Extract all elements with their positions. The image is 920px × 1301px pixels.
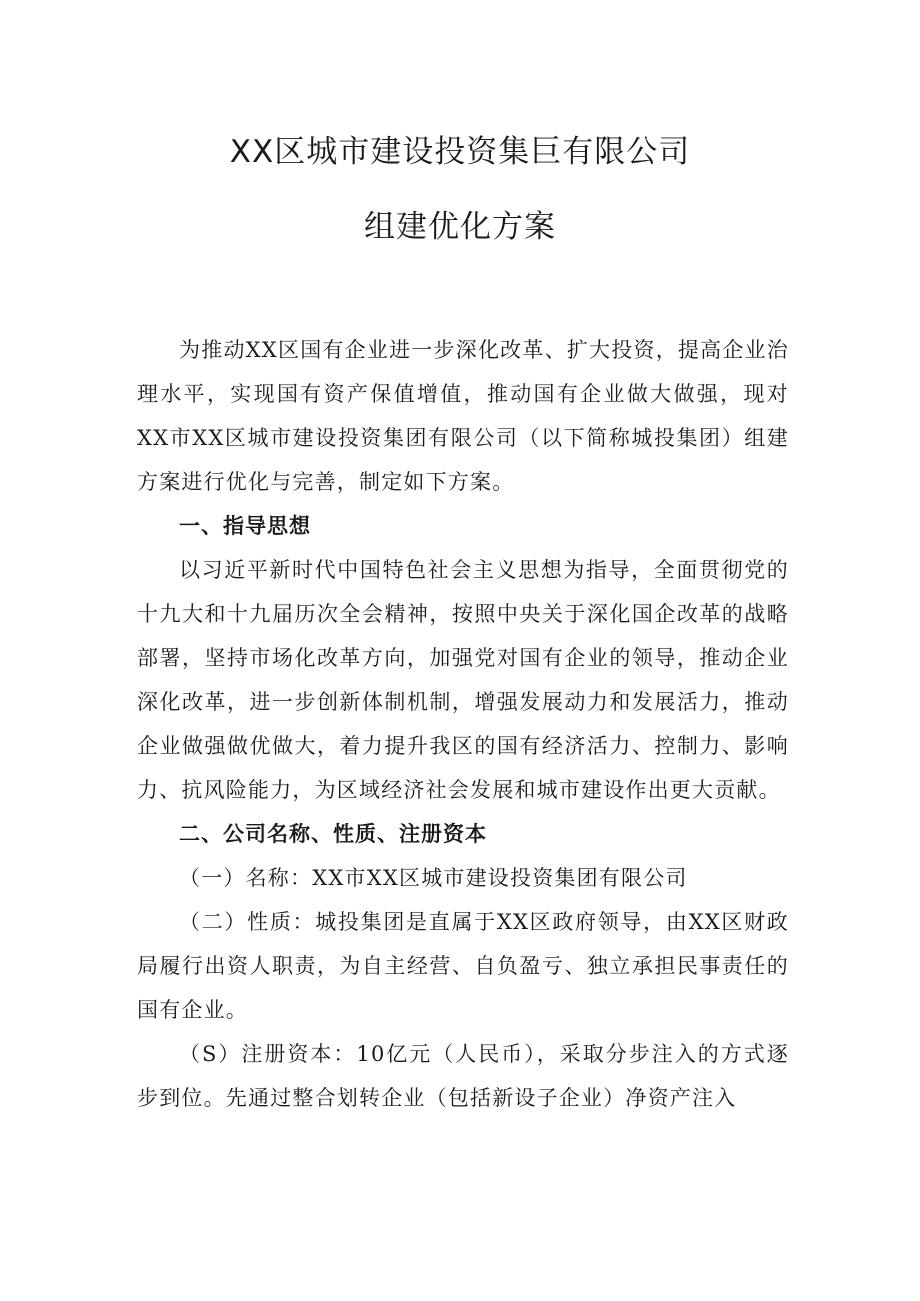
document-subtitle: 组建优化方案 bbox=[364, 209, 556, 245]
guiding-ideology-paragraph: 以习近平新时代中国特色社会主义思想为指导，全面贯彻党的十九大和十九届历次全会精神，按照中央关于深化国企改革的战略部署，坚持市场化改革方向，加强党对国有企业的领导，推动企业深化改革，进一步创新体制机制，增强发展动力和发展活力，推动企业做强做优做大，着力提升我区的国有经济活力、控制力、影响力、抗风险能力，为区域经济社会发展和城市建设作出更大贡献。 bbox=[137, 558, 789, 802]
company-nature-paragraph: （二）性质：城投集团是直属于XX区政府领导，由XX区财政局履行出资人职责，为自主经营、自负盈亏、独立承担民事责任的国有企业。 bbox=[137, 910, 789, 1022]
registered-capital-paragraph: （S）注册资本：10亿元（人民币），采取分步注入的方式逐步到位。先通过整合划转企业（包括新设子企业）净资产注入 bbox=[137, 1042, 789, 1110]
section-heading-guiding-ideology: 一、指导思想 bbox=[179, 514, 311, 538]
section-heading-company-info: 二、公司名称、性质、注册资本 bbox=[179, 822, 487, 846]
intro-paragraph: 为推动XX区国有企业进一步深化改革、扩大投资，提高企业治理水平，实现国有资产保值增值，推动国有企业做大做强，现对XX市XX区城市建设投资集团有限公司（以下简称城投集团）组建方案进行优化与完善，制定如下方案。 bbox=[137, 338, 789, 494]
company-name-paragraph: （一）名称：XX市XX区城市建设投资集团有限公司 bbox=[179, 866, 688, 890]
document-body bbox=[137, 328, 789, 1120]
document-title: XX区城市建设投资集巨有限公司 bbox=[229, 134, 691, 170]
